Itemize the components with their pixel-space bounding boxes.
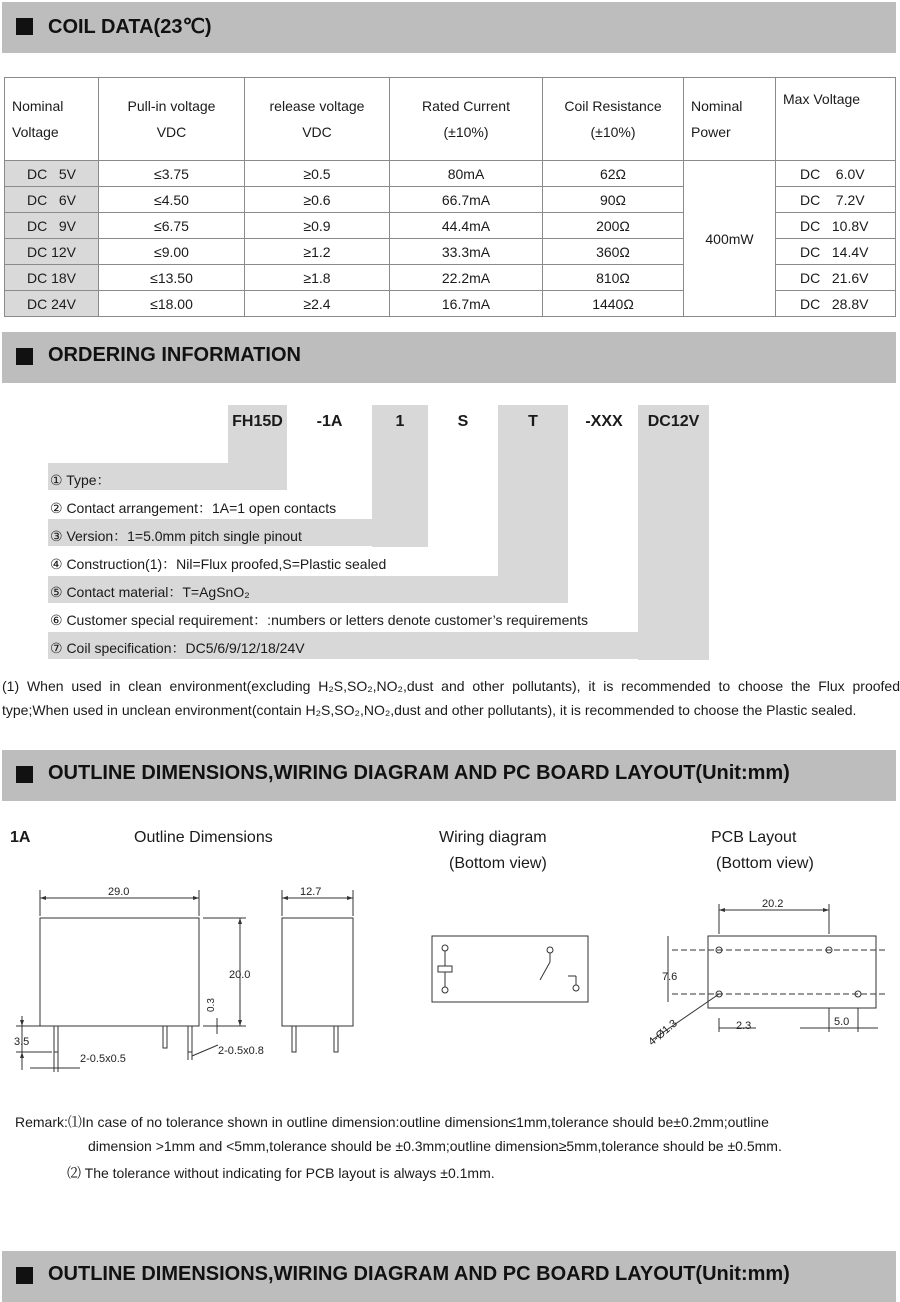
table-row: DC 12V ≤9.00 ≥1.2 33.3mA 360Ω DC 14.4V	[5, 239, 896, 265]
nominal-power-cell: 400mW	[684, 161, 776, 317]
header-cell: Pull-in voltage VDC	[99, 78, 245, 161]
bullet-square-icon	[16, 348, 33, 365]
code-contact: -1A	[316, 413, 343, 430]
list-item: ② Contact arrangement：1A=1 open contacts	[50, 500, 337, 516]
remark-1: Remark:⑴In case of no tolerance shown in outline dimension:outline dimension≤1mm,tolerance should be±0.2mm;outline	[15, 1114, 769, 1130]
dim-pin-length: 3.5	[14, 1036, 30, 1048]
wiring-diagram-label: Wiring diagram	[439, 829, 547, 846]
bullet-square-icon	[16, 18, 33, 35]
model-label: 1A	[10, 829, 31, 846]
list-item: ① Type：	[50, 472, 111, 488]
list-item: ⑤ Contact material：T=AgSnO₂	[50, 584, 250, 600]
dim-pcb-width: 20.2	[762, 898, 784, 910]
header-cell: Max Voltage	[776, 78, 896, 161]
dim-pcb-holes: 4-Ø1.3	[646, 1017, 680, 1049]
list-item: ⑥ Customer special requirement：:numbers or letters denote customer’s requirements	[50, 612, 589, 628]
code-material: T	[498, 405, 568, 603]
dim-pcb-height: 7.6	[662, 971, 678, 983]
dim-height: 20.0	[229, 969, 251, 981]
table-row: DC 24V ≤18.00 ≥2.4 16.7mA 1440Ω DC 28.8V	[5, 291, 896, 317]
outline-banner	[2, 750, 896, 801]
dim-width: 29.0	[108, 886, 130, 898]
table-row: DC 5V ≤3.75 ≥0.5 80mA 62Ω 400mW DC 6.0V	[5, 161, 896, 187]
outline-dimensions-drawing	[0, 880, 380, 1080]
wiring-diagram-sublabel: (Bottom view)	[449, 855, 547, 872]
remark-1-continued: dimension >1mm and <5mm,tolerance should be ±0.3mm;outline dimension≥5mm,tolerance should be ±0.5mm.	[88, 1138, 782, 1154]
coil-data-table	[4, 77, 896, 317]
table-row: DC 9V ≤6.75 ≥0.9 44.4mA 200Ω DC 10.8V	[5, 213, 896, 239]
section-title: OUTLINE DIMENSIONS,WIRING DIAGRAM AND PC BOARD LAYOUT(Unit:mm)	[48, 762, 790, 784]
header-cell: Nominal Power	[684, 78, 776, 161]
dim-pin-b: 2-0.5x0.8	[218, 1045, 264, 1057]
code-type: FH15D	[228, 405, 287, 463]
code-customer: -XXX	[585, 413, 623, 430]
section-title: ORDERING INFORMATION	[48, 344, 301, 366]
remark-2: ⑵ The tolerance without indicating for PCB layout is always ±0.1mm.	[67, 1165, 495, 1181]
header-cell: release voltage VDC	[245, 78, 390, 161]
pcb-layout-drawing	[640, 890, 898, 1060]
code-construction: S	[457, 413, 469, 430]
table-row: DC 6V ≤4.50 ≥0.6 66.7mA 90Ω DC 7.2V	[5, 187, 896, 213]
dim-pin-a: 2-0.5x0.5	[80, 1053, 126, 1065]
section-title: OUTLINE DIMENSIONS,WIRING DIAGRAM AND PC BOARD LAYOUT(Unit:mm)	[48, 1263, 790, 1285]
list-item: ④ Construction(1)：Nil=Flux proofed,S=Plastic sealed	[50, 556, 387, 572]
code-version: 1	[372, 405, 428, 547]
pcb-layout-label: PCB Layout	[711, 829, 797, 846]
section-title: COIL DATA(23℃)	[48, 16, 212, 38]
dim-depth: 12.7	[300, 886, 322, 898]
table-header-row	[5, 78, 896, 161]
header-cell: Rated Current (±10%)	[390, 78, 543, 161]
pcb-layout-sublabel: (Bottom view)	[716, 855, 814, 872]
ordering-banner	[2, 332, 896, 383]
table-row: DC 18V ≤13.50 ≥1.8 22.2mA 810Ω DC 21.6V	[5, 265, 896, 291]
dim-gap: 0.3	[206, 998, 217, 1012]
wiring-diagram	[428, 932, 594, 1006]
dim-pcb-b: 5.0	[834, 1016, 850, 1028]
bullet-square-icon	[16, 766, 33, 783]
bullet-square-icon	[16, 1267, 33, 1284]
dim-pcb-a: 2.3	[736, 1020, 752, 1032]
list-item: ⑦ Coil specification：DC5/6/9/12/18/24V	[50, 640, 305, 656]
outline-banner-repeat	[2, 1251, 896, 1302]
header-cell: Coil Resistance (±10%)	[543, 78, 684, 161]
outline-dimensions-label: Outline Dimensions	[134, 829, 273, 846]
list-item: ③ Version：1=5.0mm pitch single pinout	[50, 528, 302, 544]
code-coil: DC12V	[638, 405, 709, 660]
header-cell: Nominal Voltage	[5, 78, 99, 161]
ordering-footnote: (1) When used in clean environment(excluding H₂S,SO₂,NO₂,dust and other pollutants), it is recommended to choose the Flux proofed type;When used in unclean environment(contain H₂S,SO₂,NO₂,dust and other pollutants), it is recommended to choose the Plastic sealed.	[2, 678, 900, 718]
coil-data-banner	[2, 2, 896, 53]
